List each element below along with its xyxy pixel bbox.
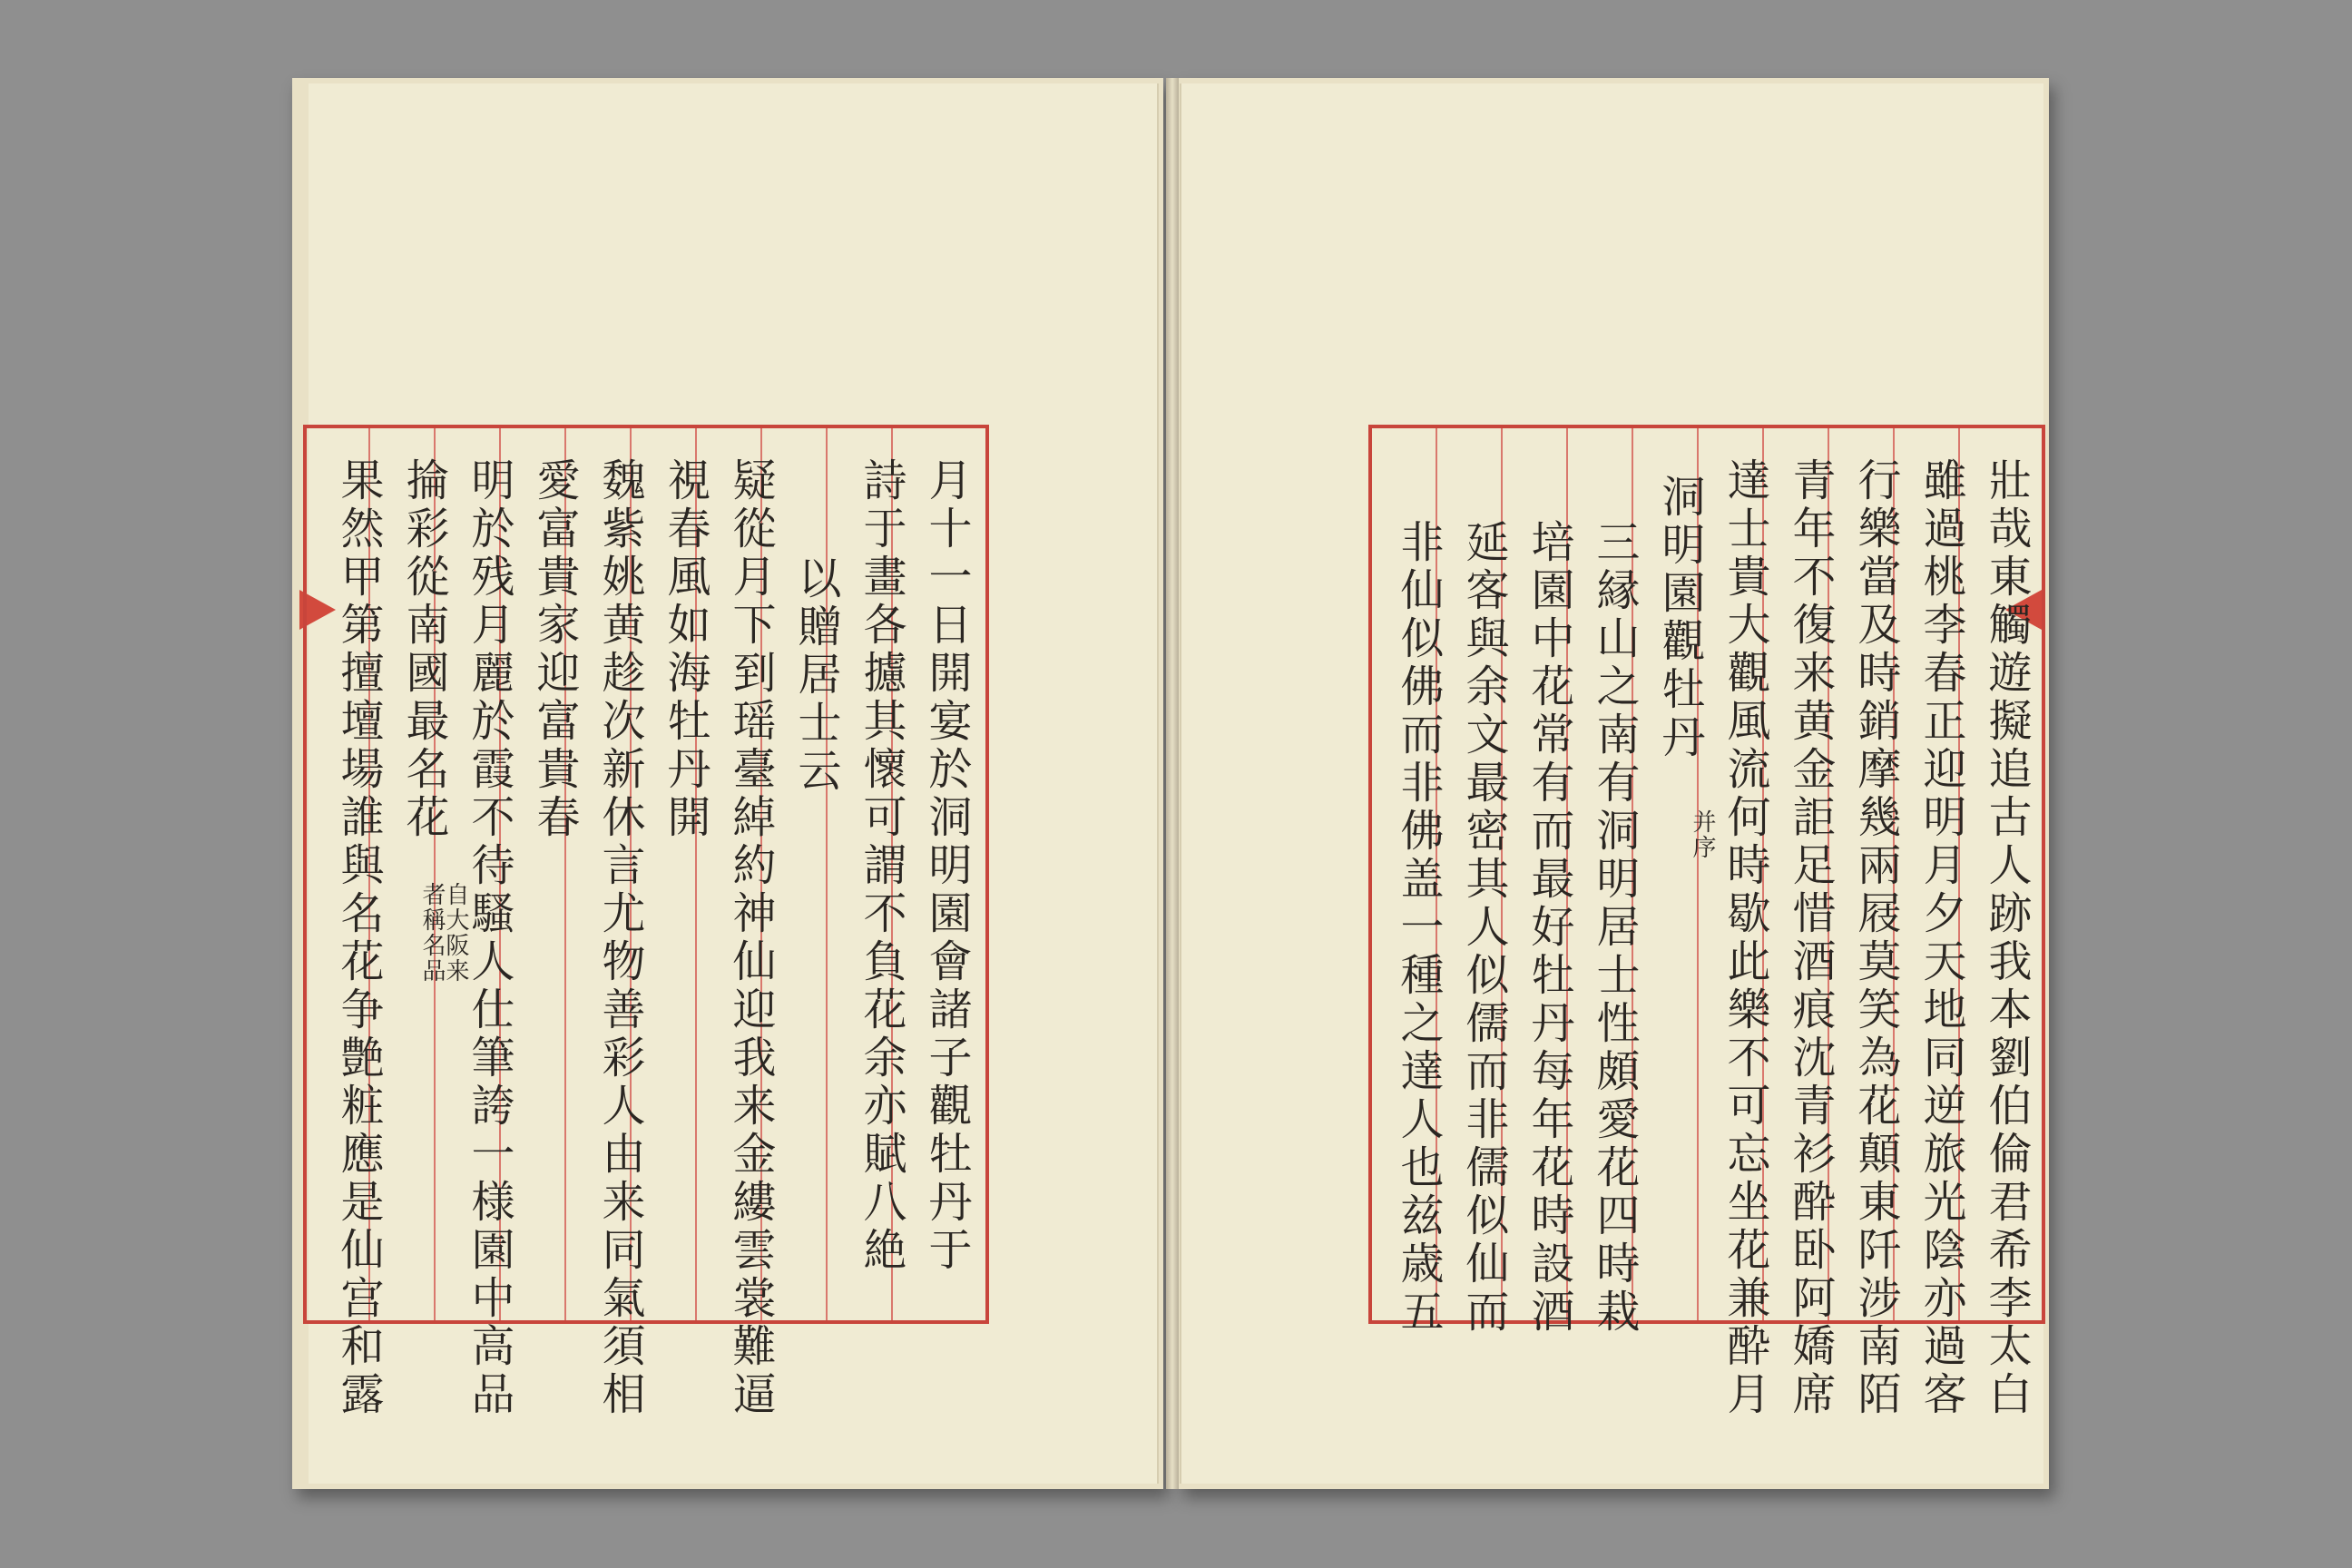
interlinear-note: 自大阪来 <box>442 882 469 984</box>
text-column: 雖過桃李春正迎明月夕天地同逆旅光陰亦過客 <box>1916 457 1966 1419</box>
text-column: 達士貴大觀風流何時歇此樂不可忘坐花兼酔月 <box>1720 457 1770 1419</box>
text-column: 果然甲第擅壇場誰與名花争艶粧應是仙宫和露 <box>333 457 384 1419</box>
right-text-frame <box>1368 425 2045 1419</box>
interlinear-note: 并序 <box>1689 809 1716 860</box>
text-column: 詩于畫各攄其懷可謂不負花余亦賦八絶 <box>856 457 906 1275</box>
text-column: 培園中花常有而最好牡丹每年花時設酒 <box>1524 519 1574 1337</box>
text-column: 月十一日開宴於洞明園會諸子觀牡丹于 <box>921 457 972 1275</box>
poem-title: 洞明園觀牡丹 <box>1654 474 1705 762</box>
text-column: 青年不復来黄金詎足惜酒痕沈青衫酔卧阿嬌席 <box>1785 457 1836 1419</box>
text-column: 行樂當及時銷摩幾兩屐莫笑為花顛東阡涉南陌 <box>1850 457 1901 1419</box>
text-column: 以贈居士云 <box>790 555 841 796</box>
text-column: 非仙似佛而非佛盖一種之達人也兹歳五 <box>1393 519 1444 1337</box>
book-gutter <box>1166 78 1179 1489</box>
text-column: 延客與余文最密其人似儒而非儒似仙而 <box>1458 519 1509 1337</box>
text-column: 疑從月下到瑶臺綽約神仙迎我来金縷雲裳難逼 <box>725 457 776 1419</box>
column-text: 掄彩從南國最名花 <box>398 457 449 842</box>
text-column: 明於残月麗於霞不待騷人仕筆誇一様園中高品 <box>464 457 514 1419</box>
text-column-with-note <box>397 457 450 842</box>
text-column: 三縁山之南有洞明居士性頗愛花四時栽 <box>1589 519 1640 1337</box>
interlinear-note: 者稱名品 <box>418 882 446 984</box>
left-text-frame <box>303 425 989 1419</box>
text-column: 壯哉東觸遊擬追古人跡我本劉伯倫君希李太白 <box>1981 457 2032 1419</box>
text-column: 魏紫姚黄趁次新休言尤物善彩人由来同氣須相 <box>594 457 645 1419</box>
text-column: 愛富貴家迎富貴春 <box>529 457 580 842</box>
text-column: 視春風如海牡丹開 <box>660 457 710 842</box>
